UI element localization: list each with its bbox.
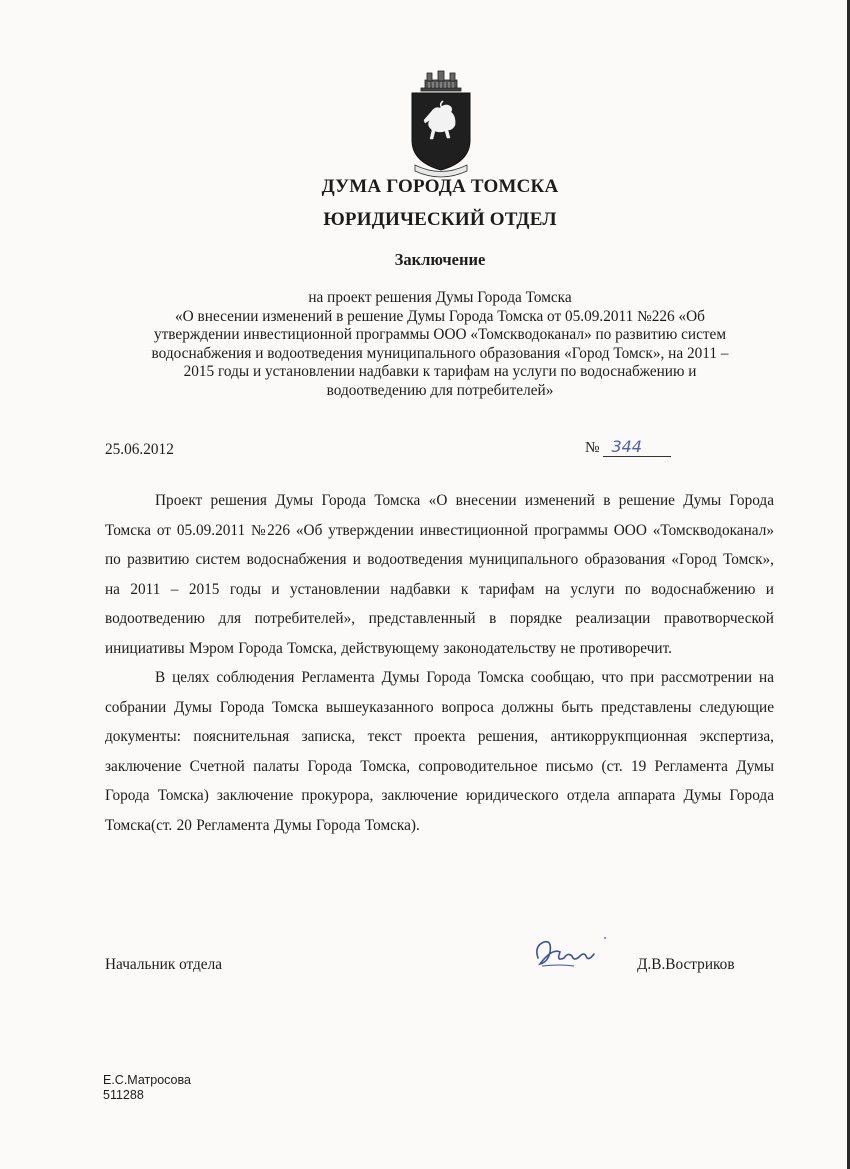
subject-line: водоснабжения и водоотведения муниципального образования «Город Томск», на 2011 – (151, 344, 729, 362)
handwritten-signature-icon (530, 928, 610, 974)
executor-name: Е.С.Матросова (103, 1073, 191, 1087)
subject-line: 2015 годы и установлении надбавки к тарифам на услуги по водоснабжению и (183, 363, 697, 381)
document-date: 25.06.2012 (105, 441, 174, 458)
body-paragraph: В целях соблюдения Регламента Думы Города Томска сообщаю, что при рассмотрении на собрании Думы Города Томска вышеуказанного вопроса должны быть представлены следующие документы: пояснительная записка, текст проекта решения, антикоррукпционная экспертиза, заключение Счетной палаты Города Томска, сопроводительное письмо (ст. 19 Регламента Думы Города Томска) заключение прокурора, заключение юридического отдела аппарата Думы Города Томска(ст. 20 Регламента Думы Города Томска). (105, 669, 774, 834)
body-paragraph: Проект решения Думы Города Томска «О внесении изменений в решение Думы Города Томска от 05.09.2011 №226 «Об утверждении инвестиционной программы ООО «Томскводоканал» по развитию систем водоснабжения и водоотведения муниципального образования «Город Томск», на 2011 – 2015 годы и установлении надбавки к тарифам на услуги по водоснабжению и водоотведению для потребителей», представленный в порядке реализации правотворческой инициативы Мэром Города Томска, действующему законодательству не противоречит. (105, 492, 774, 657)
department-title: ЮРИДИЧЕСКИЙ ОТДЕЛ (323, 209, 557, 230)
executor-phone: 511288 (103, 1088, 144, 1102)
tomsk-coat-of-arms-icon (409, 70, 473, 182)
document-body (105, 486, 774, 840)
number-value: 344 (603, 438, 671, 457)
subject-line: утверждении инвестиционной программы ООО «Томскводоканал» по развитию систем (153, 326, 727, 344)
subject-line: «О внесении изменений в решение Думы Города Томска от 05.09.2011 №226 «Об (175, 307, 705, 325)
organization-title: ДУМА ГОРОДА ТОМСКА (321, 176, 559, 197)
signer-position: Начальник отдела (105, 956, 223, 973)
subject-line: на проект решения Думы Города Томска (308, 289, 572, 306)
number-label: № (585, 439, 600, 456)
document-type: Заключение (394, 250, 486, 269)
signer-name: Д.В.Востриков (637, 956, 735, 973)
executor-block (103, 1073, 191, 1103)
subject-line: водоотведению для потребителей» (326, 381, 554, 399)
document-number (585, 438, 671, 457)
subject-block (110, 289, 770, 401)
